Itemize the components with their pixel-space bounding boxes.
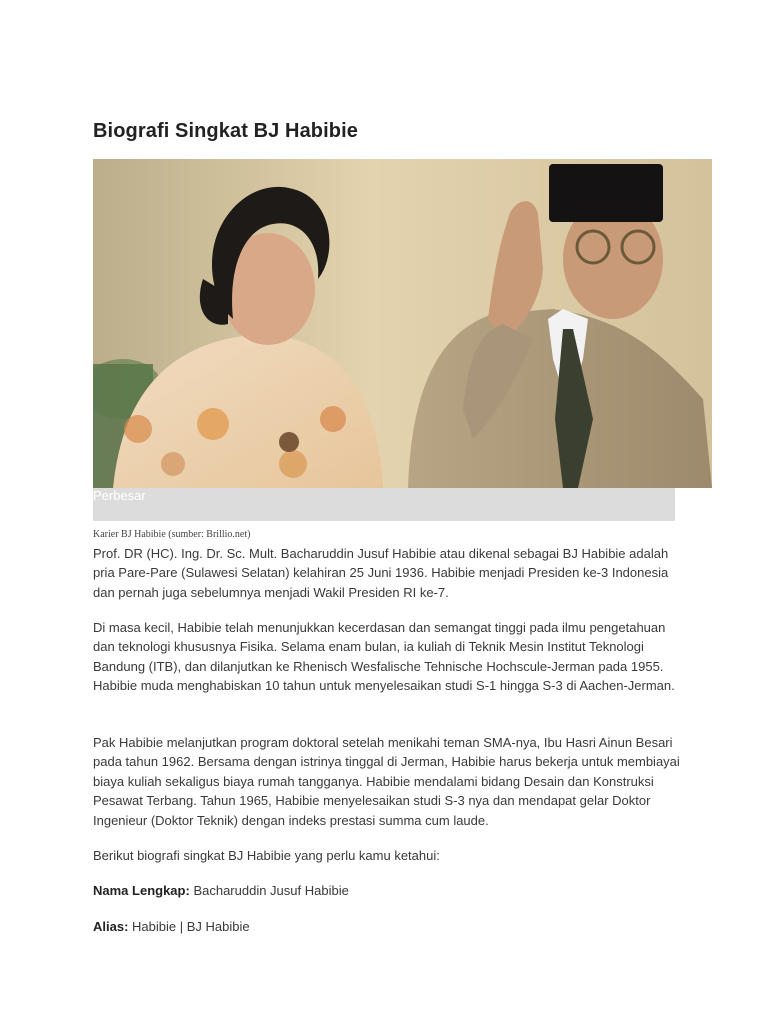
enlarge-bar[interactable] <box>93 488 675 521</box>
field-label: Alias: <box>93 919 129 934</box>
article-title: Biografi Singkat BJ Habibie <box>93 120 358 142</box>
paragraph: Di masa kecil, Habibie telah menunjukkan kecerdasan dan semangat tinggi pada ilmu pengetahuan dan teknologi khususnya Fisika. Selama enam bulan, ia kuliah di Teknik Mesin Institut Teknologi Bandung (ITB), dan dilanjutkan ke Rhenisch Wesfalische Tehnische Hochscule-Jerman pada 1955. Habibie muda menghabiskan 10 tahun untuk menyelesaikan studi S-1 hingga S-3 di Aachen-Jerman. <box>93 620 675 694</box>
field-full-name <box>93 883 349 898</box>
article-photo[interactable] <box>93 159 712 488</box>
field-value: Habibie | BJ Habibie <box>132 919 250 934</box>
field-alias <box>93 919 250 934</box>
photo-illustration <box>93 159 712 488</box>
field-label: Nama Lengkap: <box>93 883 190 898</box>
paragraph: Berikut biografi singkat BJ Habibie yang perlu kamu ketahui: <box>93 848 440 863</box>
field-value: Bacharuddin Jusuf Habibie <box>193 883 349 898</box>
image-caption: Karier BJ Habibie (sumber: Brillio.net) <box>93 529 251 540</box>
paragraph: Prof. DR (HC). Ing. Dr. Sc. Mult. Bacharuddin Jusuf Habibie atau dikenal sebagai BJ Habibie adalah pria Pare-Pare (Sulawesi Selatan) kelahiran 25 Juni 1936. Habibie menjadi Presiden ke-3 Indonesia dan pernah juga sebelumnya menjadi Wakil Presiden RI ke-7. <box>93 546 669 600</box>
paragraph: Pak Habibie melanjutkan program doktoral setelah menikahi teman SMA-nya, Ibu Hasri Ainun Besari pada tahun 1962. Bersama dengan istrinya tinggal di Jerman, Habibie harus bekerja untuk membiayai biaya kuliah sekaligus biaya rumah tangganya. Habibie mendalami bidang Desain dan Konstruksi Pesawat Terbang. Tahun 1965, Habibie menyelesaikan studi S-3 nya dan mendapat gelar Doktor Ingenieur (Doktor Teknik) dengan indeks prestasi summa cum laude. <box>93 735 680 828</box>
enlarge-label[interactable]: Perbesar <box>93 488 146 503</box>
